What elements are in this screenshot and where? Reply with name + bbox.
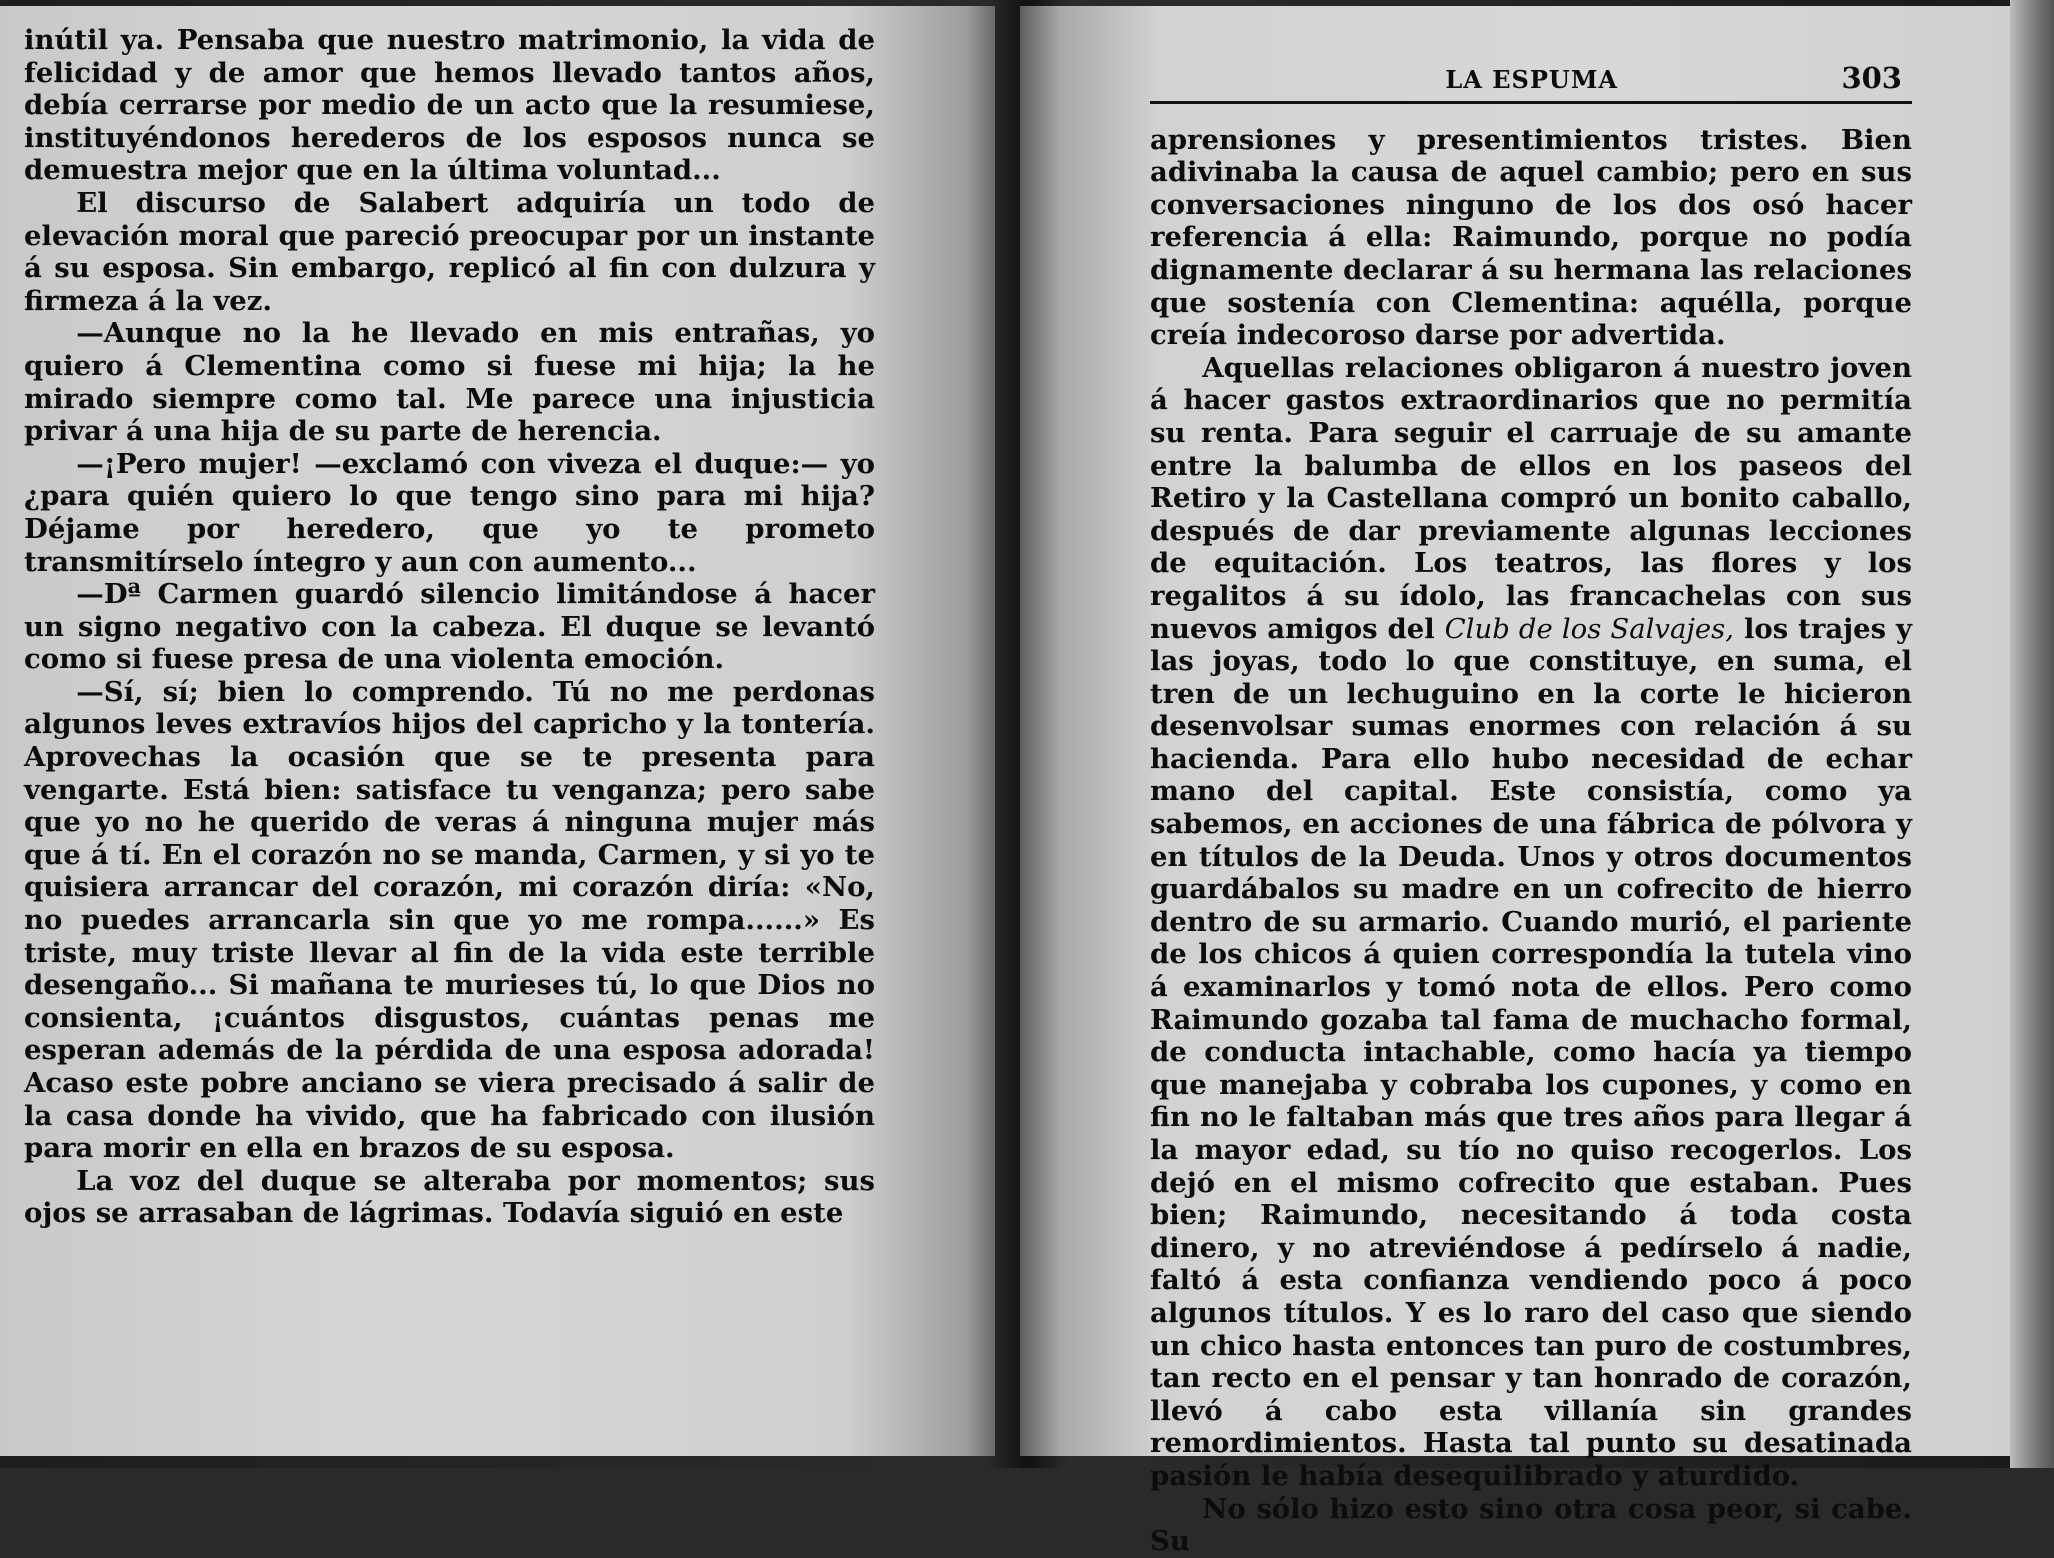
paragraph: —Dª Carmen guardó silencio limitándose á hacer un signo negativo con la cabeza. El duque se levantó como si fuese presa de una violenta emoción.	[24, 578, 875, 676]
paragraph: aprensiones y presentimientos tristes. Bien adivinaba la causa de aquel cambio; pero en sus conversaciones ninguno de los dos osó hacer referencia á ella: Raimundo, porque no podía dignamente declarar á su hermana las relaciones que sostenía con Clementina: aquélla, porque creía indecoroso darse por advertida.	[1150, 123, 1912, 352]
paragraph: —¡Pero mujer! —exclamó con viveza el duque:— yo ¿para quién quiero lo que tengo sino para mi hija? Déjame por heredero, que yo te prometo transmitírselo íntegro y aun con aumento...	[24, 447, 875, 578]
paragraph-text: Aquellas relaciones obligaron á nuestro joven á hacer gastos extraordinarios que no permitía su renta. Para seguir el carruaje de su amante entre la balumba de ellos en los paseos del Retiro y la Castellana compró un bonito caballo, después de dar previamente algunas lecciones de equitación. Los teatros, las flores y los regalitos á su ídolo, las francachelas con sus nuevos amigos del	[1150, 351, 1912, 645]
running-head-title: LA ESPUMA	[1445, 65, 1619, 94]
paragraph	[1150, 352, 1912, 1493]
left-page	[0, 6, 995, 1456]
paragraph: —Aunque no la he llevado en mis entrañas, yo quiero á Clementina como si fuese mi hija; la he mirado siempre como tal. Me parece una injusticia privar á una hija de su parte de herencia.	[24, 317, 875, 448]
paragraph: No sólo hizo esto sino otra cosa peor, si cabe. Su	[1150, 1492, 1912, 1558]
book-edge	[2010, 0, 2054, 1468]
right-page	[1020, 6, 2010, 1558]
paragraph-text: los trajes y las joyas, todo lo que constituye, en suma, el tren de un lechuguino en la corte le hicieron desenvolsar sumas enormes con relación á su hacienda. Para ello hubo necesidad de echar mano del capital. Este consistía, como ya sabemos, en acciones de una fábrica de pólvora y en títulos de la Deuda. Unos y otros documentos guardábalos su madre en un cofrecito de hierro dentro de su armario. Cuando murió, el pariente de los chicos á quien correspondía la tutela vino á examinarlos y tomó nota de ellos. Pero como Raimundo gozaba tal fama de muchacho formal, de conducta intachable, como hacía ya tiempo que manejaba y cobraba los cupones, y como en fin no le faltaban más que tres años para llegar á la mayor edad, su tío no quiso recogerlos. Los dejó en el mismo cofrecito que estaban. Pues bien; Raimundo, necesitando á toda costa dinero, y no atreviéndose á pedírselo á nadie, faltó á esta confianza vendiendo poco á poco algunos títulos. Y es lo raro del caso que siendo un chico hasta entonces tan puro de costumbres, tan recto en el pensar y tan honrado de corazón, llevó á cabo esta villanía sin grandes remordimientos. Hasta tal punto su desatinada pasión le había desequilibrado y aturdido.	[1150, 612, 1912, 1492]
running-head	[1150, 62, 1912, 104]
paragraph: —Sí, sí; bien lo comprendo. Tú no me perdonas algunos leves extravíos hijos del capricho y la tontería. Aprovechas la ocasión que se te presenta para vengarte. Está bien: satisface tu venganza; pero sabe que yo no he querido de veras á ninguna mujer más que á tí. En el corazón no se manda, Carmen, y si yo te quisiera arrancar del corazón, mi corazón diría: «No, no puedes arrancarla sin que yo me rompa......» Es triste, muy triste llevar al fin de la vida este terrible desengaño... Si mañana te murieses tú, lo que Dios no consienta, ¡cuántos disgustos, cuántas penas me esperan además de la pérdida de una esposa adorada! Acaso este pobre anciano se viera precisado á salir de la casa donde ha vivido, que ha fabricado con ilusión para morir en ella en brazos de su esposa.	[24, 675, 875, 1165]
paragraph: El discurso de Salabert adquiría un todo de elevación moral que pareció preocupar por un instante á su esposa. Sin embargo, replicó al fin con dulzura y firmeza á la vez.	[24, 186, 875, 317]
page-number: 303	[1841, 61, 1902, 95]
paragraph: La voz del duque se alteraba por momentos; sus ojos se arrasaban de lágrimas. Todavía siguió en este	[24, 1164, 875, 1230]
italic-title: Club de los Salvajes,	[1444, 612, 1735, 645]
paragraph: inútil ya. Pensaba que nuestro matrimonio, la vida de felicidad y de amor que hemos llevado tantos años, debía cerrarse por medio de un acto que la resumiese, instituyéndonos herederos de los esposos nunca se demuestra mejor que en la última voluntad...	[24, 24, 875, 187]
